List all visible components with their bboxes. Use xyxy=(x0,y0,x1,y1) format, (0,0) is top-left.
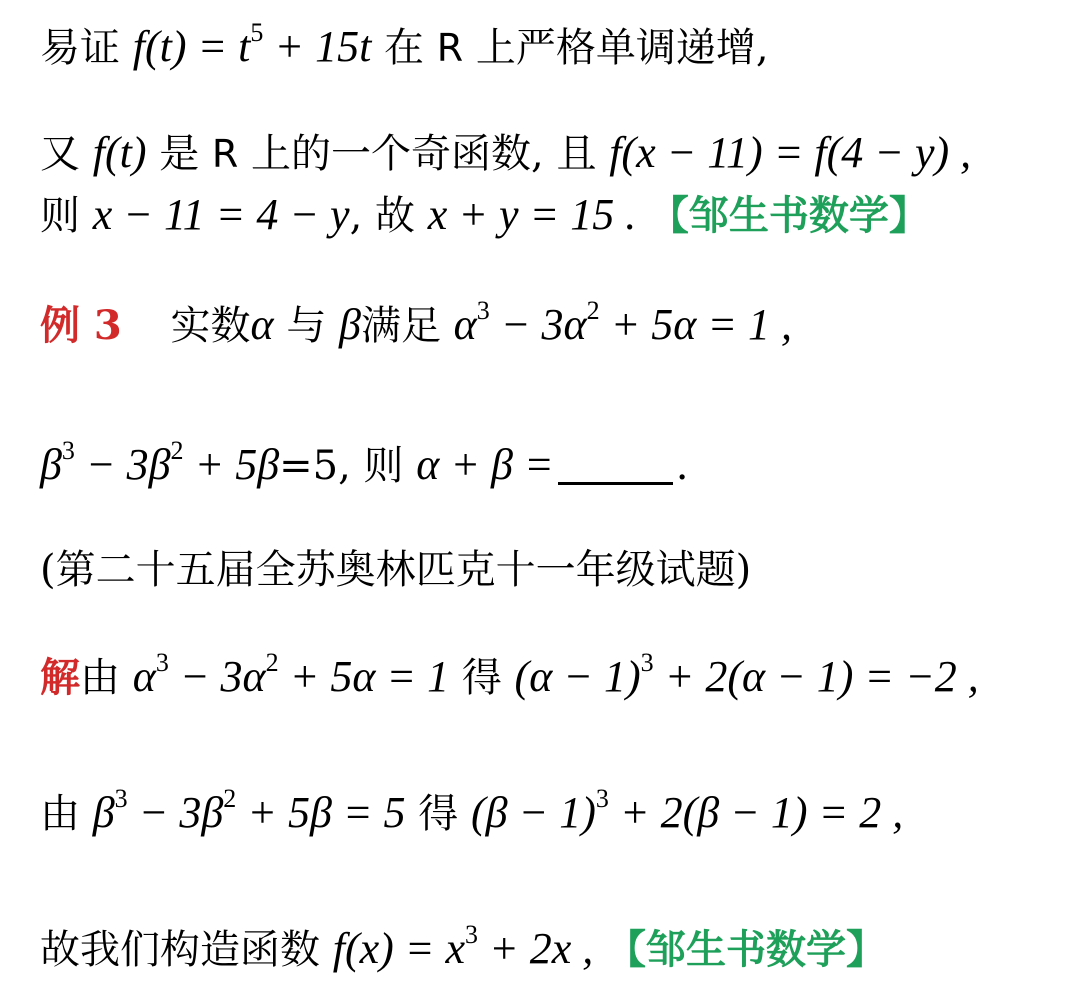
line-1 xyxy=(40,18,1070,73)
solution-label: 解 xyxy=(40,654,80,701)
math: − 3α xyxy=(489,300,587,349)
math: . xyxy=(676,440,688,489)
math: β xyxy=(92,788,115,837)
math: + 2(α − 1) = −2 , xyxy=(653,652,979,701)
line-6 xyxy=(40,545,1070,595)
exponent: 3 xyxy=(465,920,478,949)
text: 上严格单调递增, xyxy=(475,25,769,71)
math: α + β = xyxy=(416,440,554,489)
math: − 3α xyxy=(168,652,266,701)
math: + 5β xyxy=(183,440,280,489)
real-set-symbol: R xyxy=(436,26,464,70)
text: =5, 则 xyxy=(279,443,404,489)
exponent: 3 xyxy=(114,784,128,813)
exponent: 3 xyxy=(476,296,490,325)
math: + 2(β − 1) = 2 , xyxy=(608,788,904,837)
line-8 xyxy=(40,784,1070,839)
exponent: 3 xyxy=(595,784,609,813)
math: f xyxy=(92,128,105,177)
math: α xyxy=(250,300,274,349)
math: (β − 1) xyxy=(470,788,596,837)
line-4 xyxy=(40,296,1070,351)
text: 得 xyxy=(418,791,459,837)
math: − 3β xyxy=(127,788,224,837)
math: x − 11 = 4 − y xyxy=(92,190,350,239)
exponent: 2 xyxy=(586,296,600,325)
exponent: 3 xyxy=(155,648,169,677)
example-label: 例 3 xyxy=(40,302,122,349)
math: + 2x , xyxy=(478,924,594,973)
exponent: 2 xyxy=(265,648,279,677)
math: + 5α = 1 xyxy=(278,652,450,701)
text: 满足 xyxy=(360,303,441,349)
line-3 xyxy=(40,190,1070,241)
real-set-symbol: R xyxy=(211,132,239,176)
exponent: 3 xyxy=(640,648,654,677)
math: β xyxy=(339,300,361,349)
text: 实数 xyxy=(170,303,251,349)
math: α xyxy=(453,300,477,349)
text: 又 xyxy=(40,131,80,177)
source-tag: 【邹生书数学】 xyxy=(605,926,886,973)
text: 与 xyxy=(286,303,327,349)
line-9 xyxy=(40,920,1070,975)
math: + 5α = 1 , xyxy=(599,300,793,349)
exponent: 2 xyxy=(170,436,184,465)
text: 由 xyxy=(80,655,120,701)
math: + 5β = 5 xyxy=(236,788,406,837)
math: f xyxy=(132,22,145,71)
math: (α − 1) xyxy=(514,652,641,701)
exponent: 2 xyxy=(223,784,237,813)
line-2 xyxy=(40,128,1070,179)
text: 易证 xyxy=(40,25,120,71)
math: (t) = t xyxy=(144,22,251,71)
source-tag: 【邹生书数学】 xyxy=(648,192,929,239)
math: f(x) = x xyxy=(332,924,465,973)
math: (t) xyxy=(104,128,147,177)
source-note: (第二十五届全苏奥林匹克十一年级试题) xyxy=(40,547,752,593)
line-7 xyxy=(40,648,1070,703)
math: x + y = 15 . xyxy=(427,190,637,239)
text: 得 xyxy=(461,655,502,701)
text: 上的一个奇函数, 且 xyxy=(251,131,597,177)
line-5 xyxy=(40,436,1070,491)
math: + 15t xyxy=(263,22,372,71)
text: 是 xyxy=(159,131,200,177)
math: − 3β xyxy=(74,440,171,489)
text: 故我们构造函数 xyxy=(40,927,320,973)
text: 则 xyxy=(40,193,80,239)
math: α xyxy=(132,652,156,701)
math: f(x − 11) = f(4 − y) , xyxy=(609,128,972,177)
exponent: 3 xyxy=(61,436,75,465)
math: β xyxy=(40,440,62,489)
answer-blank xyxy=(558,454,673,485)
text: 由 xyxy=(40,791,80,837)
exponent: 5 xyxy=(250,18,264,47)
text: 在 xyxy=(384,25,425,71)
text: , 故 xyxy=(349,193,416,239)
